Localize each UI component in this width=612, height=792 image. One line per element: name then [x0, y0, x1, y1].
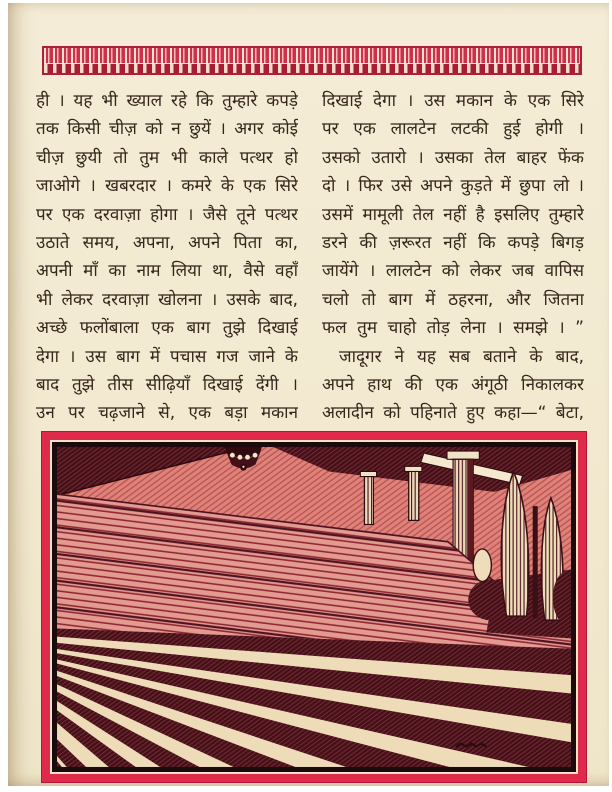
text-line: दिखाई देगा । उस मकान के एक सिरे [322, 91, 584, 111]
text-line: तक किसी चीज़ को न छुयें । अगर कोई [36, 119, 298, 140]
ornamental-top-border [42, 46, 582, 75]
text-line: अच्छे फलोंबाला एक बाग तुझे दिखाई [36, 318, 298, 339]
text-column-right [322, 87, 584, 428]
book-page [8, 3, 609, 786]
text-line: अपने हाथ की एक अंगूठी निकालकर [322, 374, 584, 395]
text-line: भी लेकर दरवाज़ा खोलना । उसके बाद, [36, 289, 298, 310]
text-line: बाद तुझे तीस सीढ़ियाँ दिखाई देंगी । [36, 374, 298, 395]
text-line: ही । यह भी ख्याल रहे कि तुम्हारे कपड़े [36, 91, 298, 111]
text-column-left [36, 87, 298, 428]
text-line: देगा । उस बाग में पचास गज जाने के [36, 346, 298, 367]
story-text [36, 87, 584, 428]
text-line: पर एक दरवाज़ा होगा । जैसे तूने पत्थर [36, 204, 298, 225]
text-line: डरने की ज़रूरत नहीं कि कपड़े बिगड़ [322, 232, 584, 253]
figure-frame [41, 431, 587, 783]
text-line: उसमें मामूली तेल नहीं है इसलिए तुम्हारे [322, 204, 584, 225]
text-line: दो । फिर उसे अपने कुड़ते में छुपा लो । [322, 176, 584, 197]
ornament-upper-row [44, 48, 580, 64]
text-line: जाओगे । खबरदार । कमरे के एक सिरे [36, 176, 298, 197]
text-line: अपनी माँ का नाम लिया था, वैसे वहाँ [36, 261, 298, 282]
text-line: चलो तो बाग में ठहरना, और जितना [322, 289, 584, 310]
text-line: उसको उतारो । उसका तेल बाहर फेंक [322, 147, 584, 168]
text-line: उन पर चढ़जाने से, एक बड़ा मकान [36, 403, 298, 424]
figure-inner-border [52, 442, 576, 772]
ornament-lower-row [44, 64, 580, 73]
text-line: अलादीन को पहिनाते हुए कहा—“ बेटा, [322, 403, 584, 424]
text-line: जादूगर ने यह सब बताने के बाद, [322, 346, 584, 367]
text-line: फल तुम चाहो तोड़ लेना । समझे । ” [322, 318, 584, 339]
text-line: चीज़ छुयी तो तुम भी काले पत्थर हो [36, 147, 298, 168]
text-line: उठाते समय, अपना, अपने पिता का, [36, 232, 298, 253]
text-line: जायेंगे । लालटेन को लेकर जब वापिस [322, 261, 584, 282]
staircase-illustration [55, 445, 573, 769]
text-line: पर एक लालटेन लटकी हुई होगी । [322, 119, 584, 140]
